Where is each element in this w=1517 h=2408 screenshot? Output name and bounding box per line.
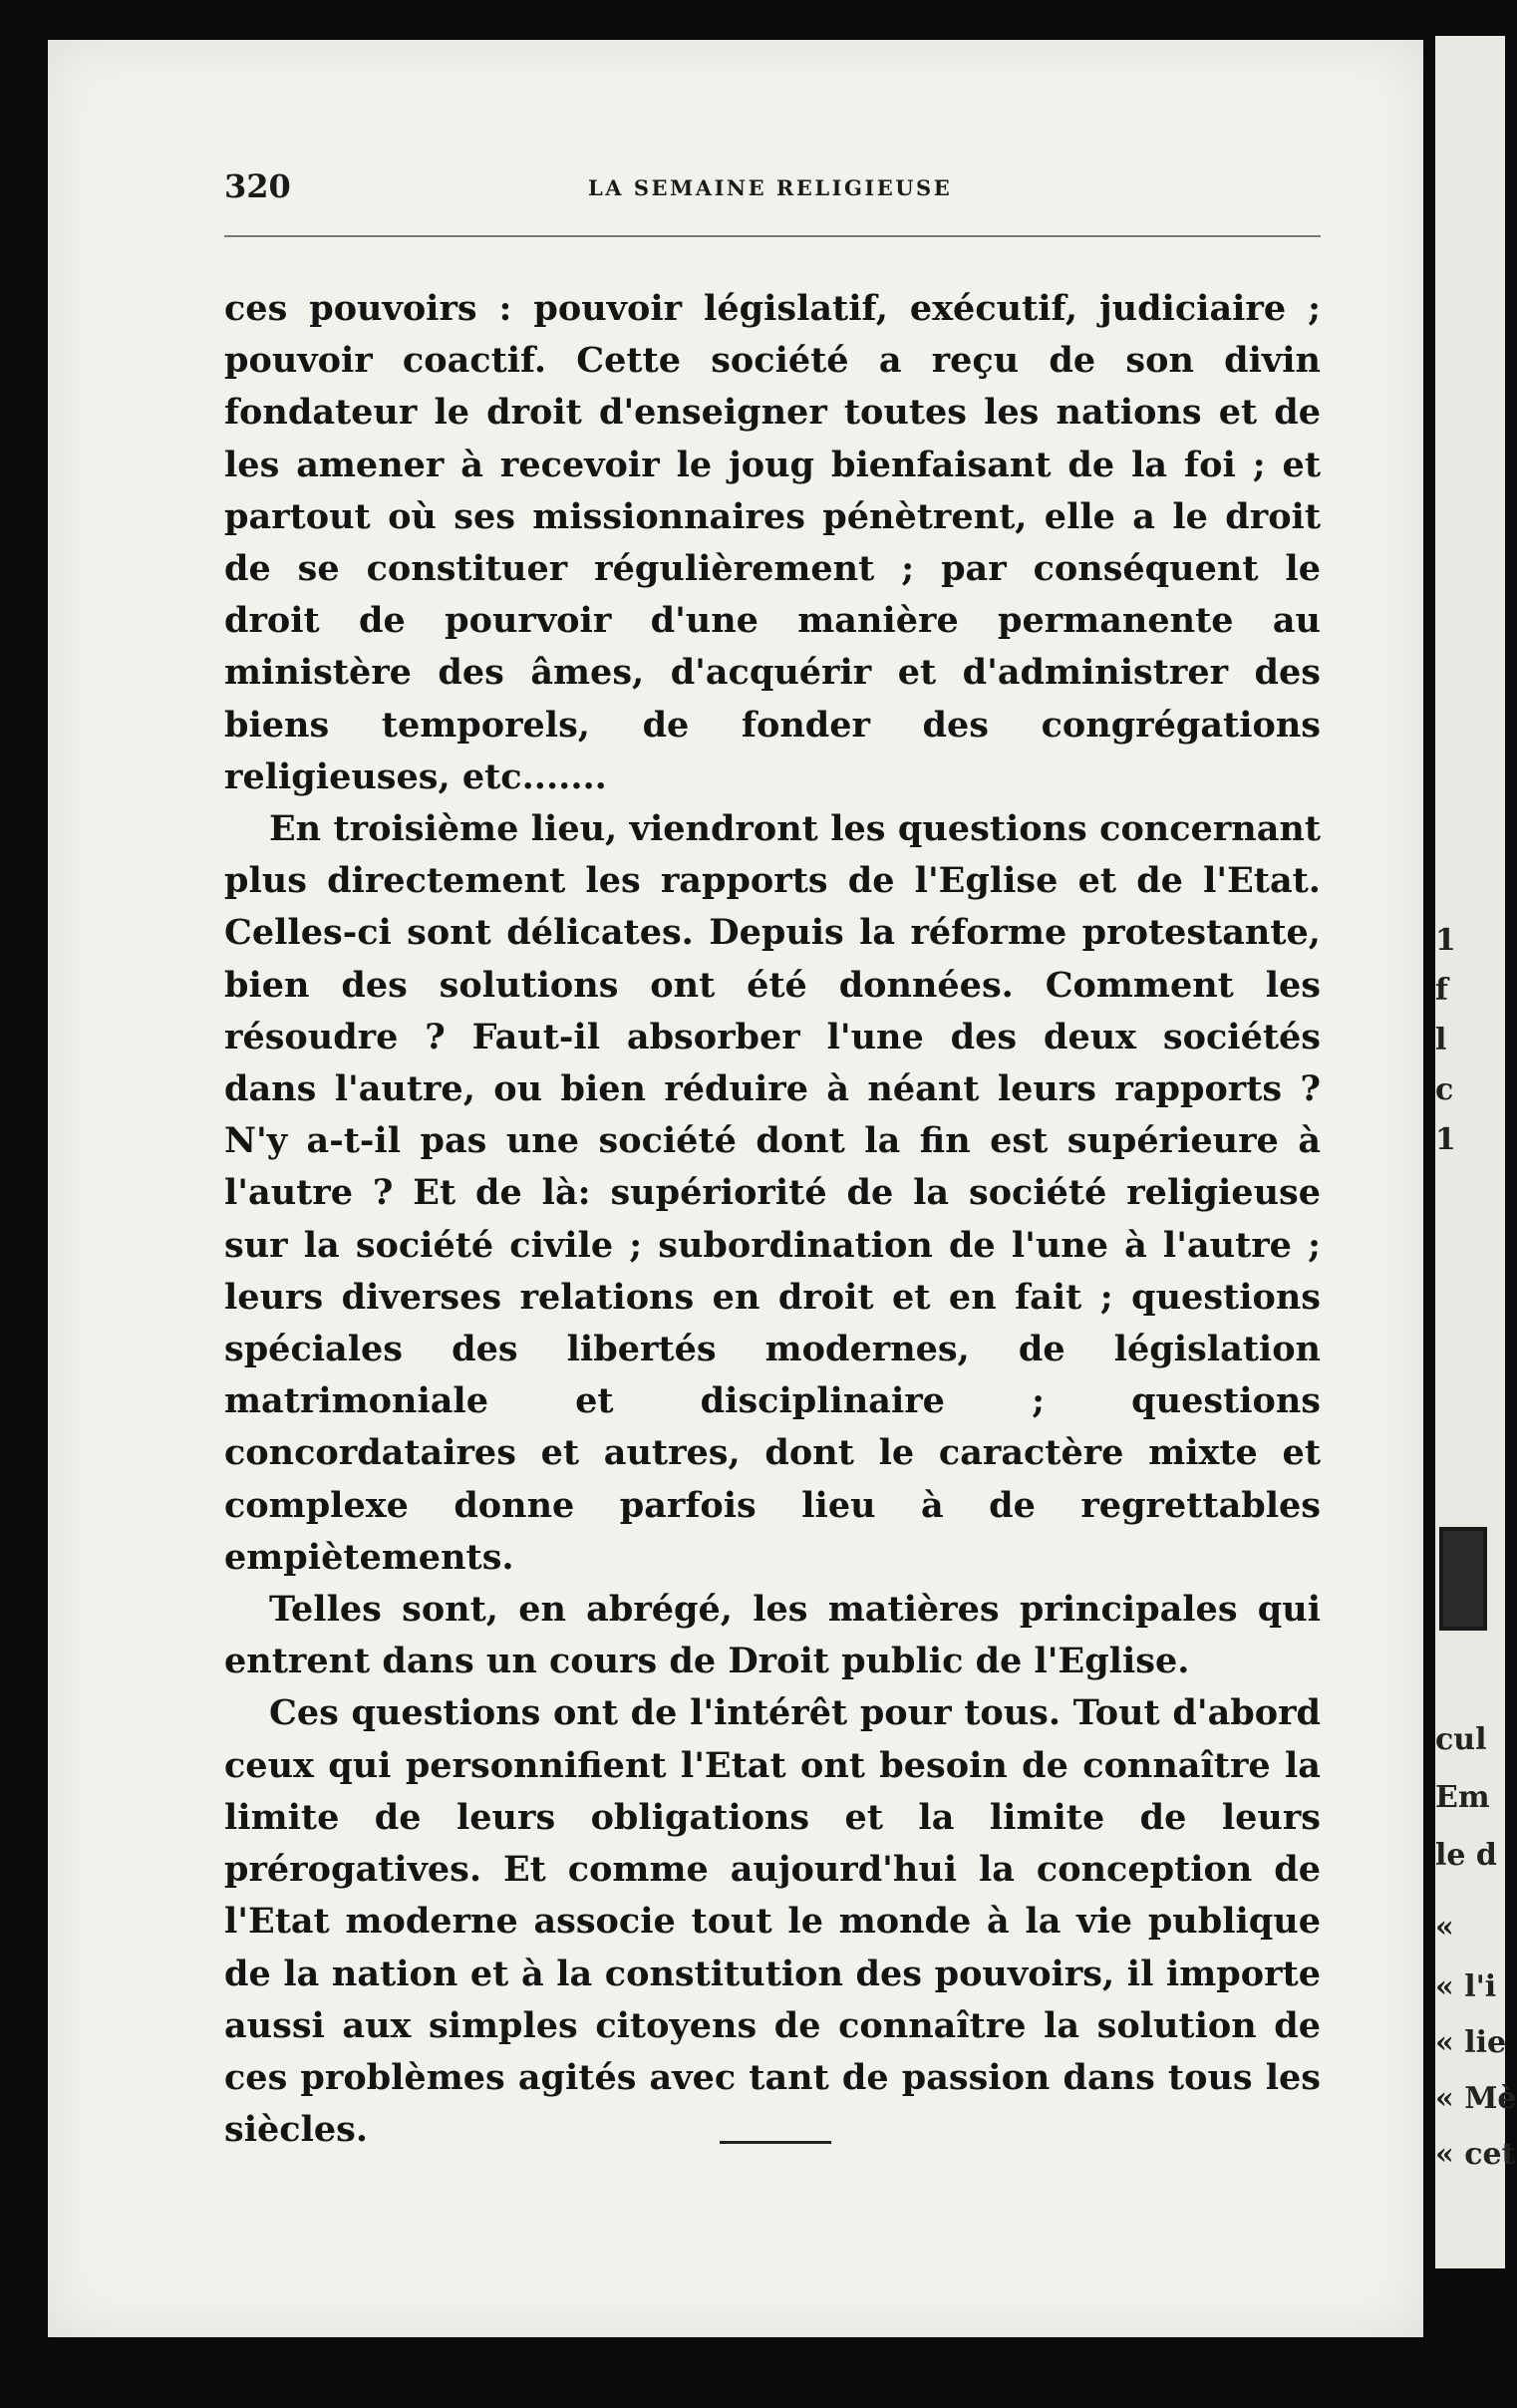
facing-page-fragment: le d	[1435, 1838, 1497, 1873]
section-end-rule	[720, 2141, 831, 2144]
header-rule	[224, 235, 1321, 237]
facing-page-fragment: 1	[1435, 923, 1456, 958]
running-header	[224, 167, 1321, 211]
facing-page-fragment: f	[1435, 973, 1448, 1008]
paragraph: Ces questions ont de l'intérêt pour tous. Tout d'abord ceux qui personnifient l'Etat ont besoin de connaître la limite de leurs obligations et la limite de leurs prérogatives. Et comme aujourd'hui la conception de l'Etat moderne associe tout le monde à la vie publique de la nation et à la constitution des pouvoirs, il importe aussi aux simples citoyens de connaître la solution de ces problèmes agités avec tant de passion dans tous les siècles.	[224, 1692, 1321, 2151]
facing-page-fragment: 1	[1435, 1122, 1456, 1157]
page-number: 320	[224, 167, 291, 205]
facing-page-fragment: « cet	[1435, 2137, 1516, 2172]
facing-page-edge	[1435, 36, 1505, 1969]
facing-page-fragment: « lie	[1435, 2025, 1507, 2060]
facing-page-fragment: l	[1435, 1023, 1447, 1057]
facing-page-fragment: « l'i	[1435, 1969, 1497, 2004]
paragraph: En troisième lieu, viendront les questions concernant plus directement les rapports de l'Eglise et de l'Etat. Celles-ci sont délicates. Depuis la réforme protestante, bien des solutions ont été données. Comment les résoudre ? Faut-il absorber l'une des deux sociétés dans l'autre, ou bien réduire à néant leurs rapports ? N'y a-t-il pas une société dont la fin est supérieure à l'autre ? Et de là: supériorité de la société religieuse sur la société civile ; subordination de l'une à l'autre ; leurs diverses relations en droit et en fait ; questions spéciales des libertés modernes, de législation matrimoniale et disciplinaire ; questions concordataires et autres, dont le caractère mixte et complexe donne parfois lieu à de regrettables empiètements.	[224, 808, 1321, 1578]
paragraph: ces pouvoirs : pouvoir législatif, exécutif, judiciaire ; pouvoir coactif. Cette société a reçu de son divin fondateur le droit d'enseigner toutes les nations et de les amener à recevoir le joug bienfaisant de la foi ; et partout où ses missionnaires pénètrent, elle a le droit de se constituer régulièrement ; par conséquent le droit de pourvoir d'une manière permanente au ministère des âmes, d'acquérir et d'administrer des biens temporels, de fonder des congrégations religieuses, etc.......	[224, 288, 1321, 797]
facing-page-fragment: Em	[1435, 1780, 1490, 1815]
paragraph: Telles sont, en abrégé, les matières principales qui entrent dans un cours de Droit public de l'Eglise.	[224, 1589, 1321, 1682]
drop-cap-ornament	[1439, 1527, 1487, 1631]
facing-page-fragment: «	[1435, 1910, 1454, 1945]
facing-page-fragment: « Mè	[1435, 2081, 1517, 2116]
facing-page-edge-lower	[1435, 1969, 1517, 2268]
facing-page-fragment: c	[1435, 1072, 1454, 1107]
facing-page-fragment: cul	[1435, 1722, 1487, 1757]
body-text	[224, 283, 1321, 2156]
running-title: LA SEMAINE RELIGIEUSE	[588, 175, 953, 200]
